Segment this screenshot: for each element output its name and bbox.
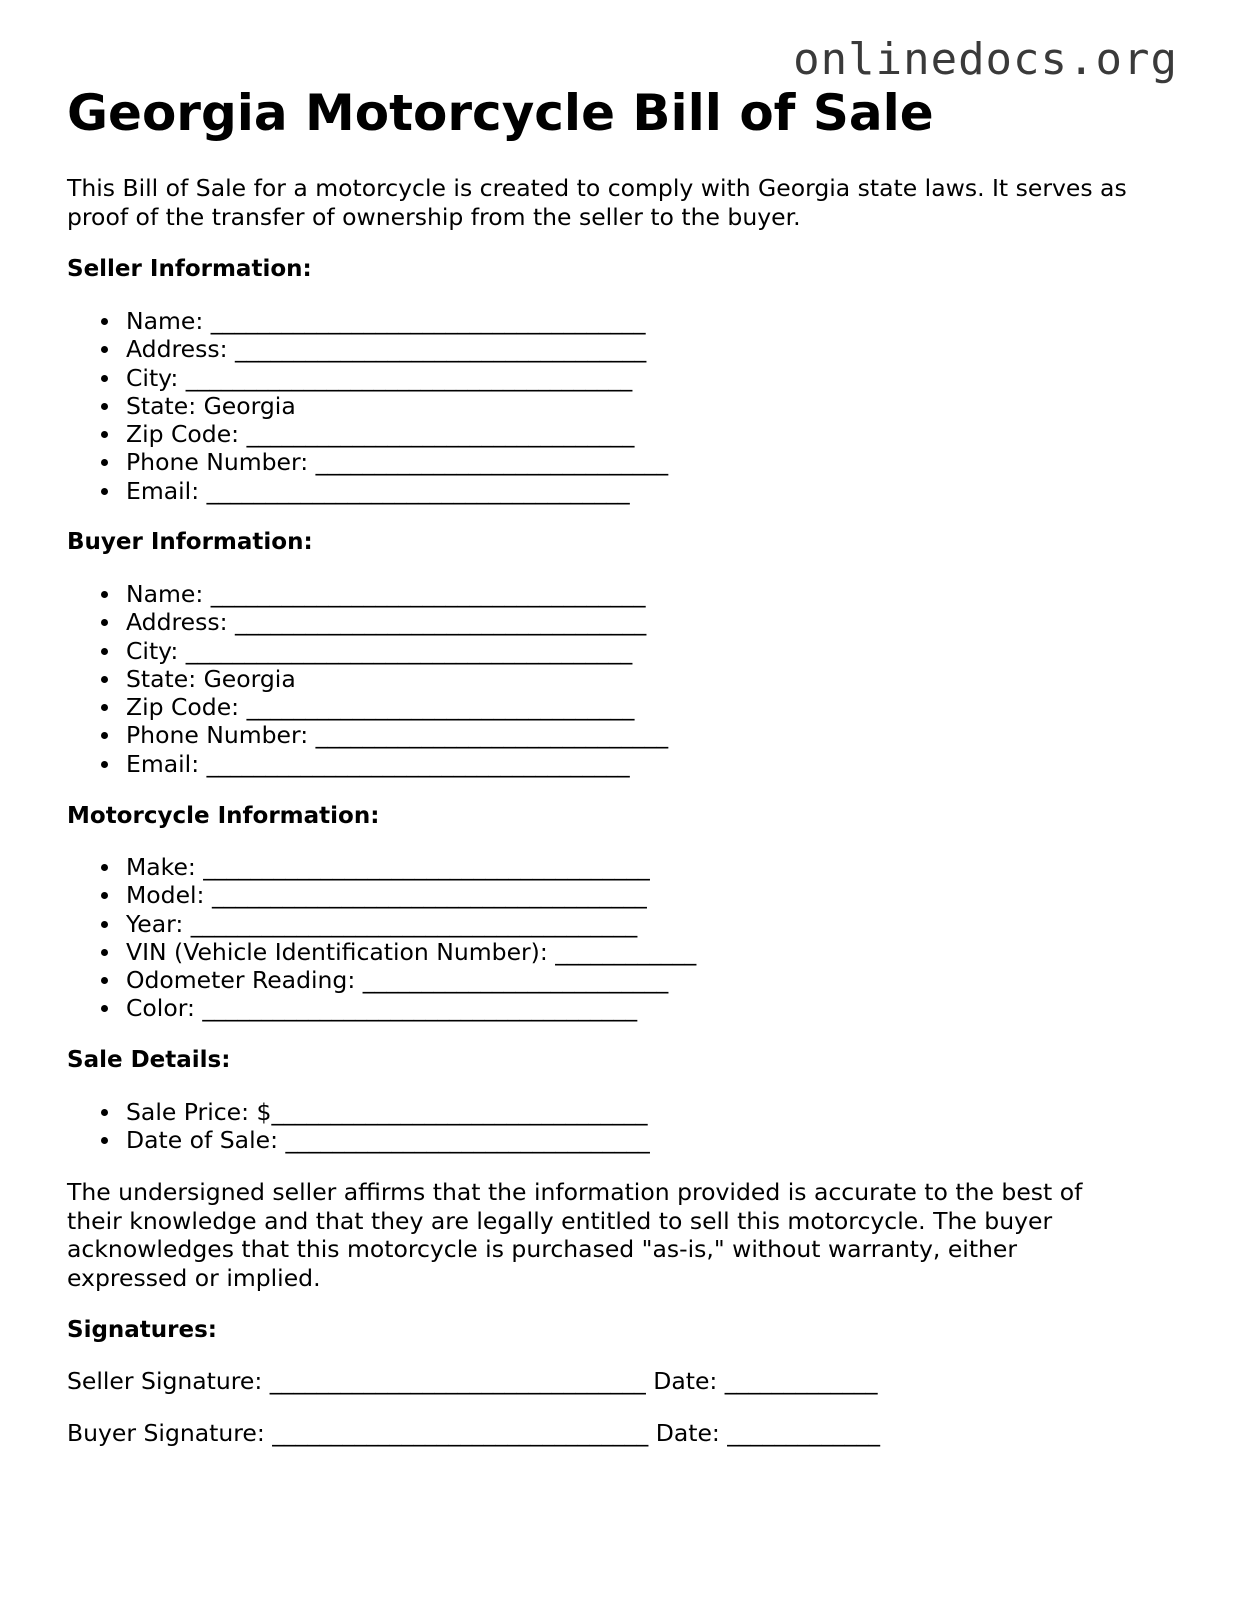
motorcycle-color-field[interactable]: Color: _____________________________________ (67, 994, 696, 1022)
seller-zip-field[interactable]: Zip Code: _________________________________ (67, 420, 668, 448)
document-title: Georgia Motorcycle Bill of Sale (67, 84, 934, 142)
sale-section-heading: Sale Details: (67, 1047, 231, 1073)
buyer-zip-field[interactable]: Zip Code: _________________________________ (67, 693, 668, 721)
sale-date-field[interactable]: Date of Sale: _______________________________ (67, 1126, 650, 1154)
motorcycle-odometer-field[interactable]: Odometer Reading: __________________________ (67, 966, 696, 994)
seller-section-heading: Seller Information: (67, 256, 312, 282)
motorcycle-make-field[interactable]: Make: ______________________________________ (67, 853, 696, 881)
sale-price-field[interactable]: Sale Price: $________________________________ (67, 1098, 650, 1126)
affirmation-paragraph: The undersigned seller affirms that the information provided is accurate to the best of their knowledge and that they are legally entitled to sell this motorcycle. The buyer acknowledges that this motorcycle is purchased "as-is," without warranty, either expressed or implied. (67, 1178, 1083, 1292)
signatures-section-heading: Signatures: (67, 1317, 218, 1343)
buyer-address-field[interactable]: Address: ___________________________________ (67, 608, 668, 636)
buyer-state-field: State: Georgia (67, 665, 668, 693)
buyer-city-field[interactable]: City: ______________________________________ (67, 637, 668, 665)
motorcycle-section-heading: Motorcycle Information: (67, 803, 380, 829)
seller-name-field[interactable]: Name: _____________________________________ (67, 307, 668, 335)
motorcycle-year-field[interactable]: Year: ______________________________________ (67, 910, 696, 938)
intro-paragraph: This Bill of Sale for a motorcycle is created to comply with Georgia state laws. It serves as proof of the transfer of ownership from the seller to the buyer. (67, 174, 1127, 231)
motorcycle-vin-field[interactable]: VIN (Vehicle Identification Number): ____________ (67, 938, 696, 966)
buyer-name-field[interactable]: Name: _____________________________________ (67, 580, 668, 608)
seller-email-field[interactable]: Email: ____________________________________ (67, 477, 668, 505)
motorcycle-fields-list (67, 853, 696, 1023)
buyer-email-field[interactable]: Email: ____________________________________ (67, 750, 668, 778)
seller-address-field[interactable]: Address: ___________________________________ (67, 335, 668, 363)
seller-state-field: State: Georgia (67, 392, 668, 420)
buyer-section-heading: Buyer Information: (67, 529, 313, 555)
watermark: onlinedocs.org (793, 34, 1178, 85)
motorcycle-model-field[interactable]: Model: _____________________________________ (67, 881, 696, 909)
seller-signature-line[interactable]: Seller Signature: ________________________________ Date: _____________ (67, 1367, 878, 1395)
seller-fields-list (67, 307, 668, 505)
buyer-fields-list (67, 580, 668, 778)
buyer-signature-line[interactable]: Buyer Signature: ________________________________ Date: _____________ (67, 1419, 881, 1447)
seller-city-field[interactable]: City: ______________________________________ (67, 364, 668, 392)
seller-phone-field[interactable]: Phone Number: ______________________________ (67, 448, 668, 476)
sale-fields-list (67, 1098, 650, 1155)
buyer-phone-field[interactable]: Phone Number: ______________________________ (67, 721, 668, 749)
